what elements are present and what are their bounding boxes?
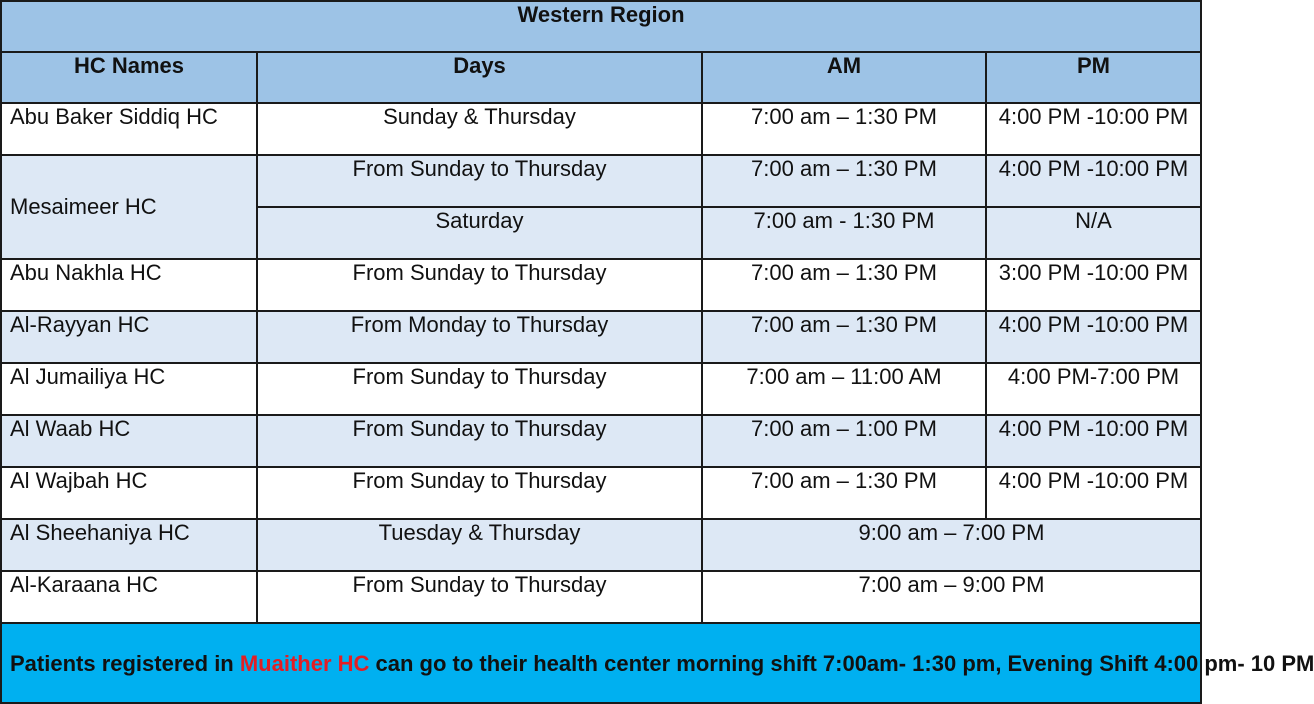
pm-cell: 4:00 PM -10:00 PM <box>986 155 1201 207</box>
table-row <box>1 155 1201 207</box>
header-pm: PM <box>986 52 1201 103</box>
column-header-row <box>1 52 1201 103</box>
header-days: Days <box>257 52 702 103</box>
am-cell: 7:00 am – 1:30 PM <box>702 155 986 207</box>
header-am: AM <box>702 52 986 103</box>
table-row <box>1 259 1201 311</box>
table-row <box>1 363 1201 415</box>
footer-text-before: Patients registered in <box>10 650 240 676</box>
days-cell: From Monday to Thursday <box>257 311 702 363</box>
am-cell: 7:00 am – 1:30 PM <box>702 467 986 519</box>
hc-name: Mesaimeer HC <box>1 155 257 259</box>
table-row <box>1 519 1201 571</box>
hc-name: Abu Nakhla HC <box>1 259 257 311</box>
hc-name: Abu Baker Siddiq HC <box>1 103 257 155</box>
table-row <box>1 571 1201 623</box>
pm-cell: 4:00 PM -10:00 PM <box>986 311 1201 363</box>
table-row <box>1 467 1201 519</box>
am-cell: 7:00 am - 1:30 PM <box>702 207 986 259</box>
am-cell: 7:00 am – 11:00 AM <box>702 363 986 415</box>
footer-note <box>1 623 1314 703</box>
pm-cell: 4:00 PM -10:00 PM <box>986 467 1201 519</box>
am-cell: 7:00 am – 1:30 PM <box>702 311 986 363</box>
am-cell: 7:00 am – 1:30 PM <box>702 259 986 311</box>
region-title: Western Region <box>1 1 1201 52</box>
footer-note-row <box>1 623 1201 703</box>
am-cell: 7:00 am – 1:30 PM <box>702 103 986 155</box>
footer-text-after: can go to their health center morning shift 7:00am- 1:30 pm, Evening Shift 4:00 pm- 10 PM <box>369 650 1314 676</box>
days-cell: From Sunday to Thursday <box>257 467 702 519</box>
hc-name: Al Wajbah HC <box>1 467 257 519</box>
table-row <box>1 311 1201 363</box>
hours-combined-cell: 7:00 am – 9:00 PM <box>702 571 1201 623</box>
footer-highlight-hc: Muaither HC <box>239 650 370 676</box>
pm-cell: N/A <box>986 207 1201 259</box>
hc-name: Al Jumailiya HC <box>1 363 257 415</box>
pm-cell: 4:00 PM -10:00 PM <box>986 103 1201 155</box>
days-cell: Saturday <box>257 207 702 259</box>
days-cell: From Sunday to Thursday <box>257 363 702 415</box>
pm-cell: 3:00 PM -10:00 PM <box>986 259 1201 311</box>
days-cell: From Sunday to Thursday <box>257 415 702 467</box>
days-cell: Sunday & Thursday <box>257 103 702 155</box>
pm-cell: 4:00 PM-7:00 PM <box>986 363 1201 415</box>
days-cell: From Sunday to Thursday <box>257 571 702 623</box>
region-title-row <box>1 1 1201 52</box>
hc-name: Al-Karaana HC <box>1 571 257 623</box>
hc-name: Al Waab HC <box>1 415 257 467</box>
days-cell: From Sunday to Thursday <box>257 155 702 207</box>
pm-cell: 4:00 PM -10:00 PM <box>986 415 1201 467</box>
header-hc-names: HC Names <box>1 52 257 103</box>
days-cell: From Sunday to Thursday <box>257 259 702 311</box>
days-cell: Tuesday & Thursday <box>257 519 702 571</box>
hc-name: Al Sheehaniya HC <box>1 519 257 571</box>
table-row <box>1 415 1201 467</box>
hc-name: Al-Rayyan HC <box>1 311 257 363</box>
hours-combined-cell: 9:00 am – 7:00 PM <box>702 519 1201 571</box>
am-cell: 7:00 am – 1:00 PM <box>702 415 986 467</box>
table-row <box>1 103 1201 155</box>
